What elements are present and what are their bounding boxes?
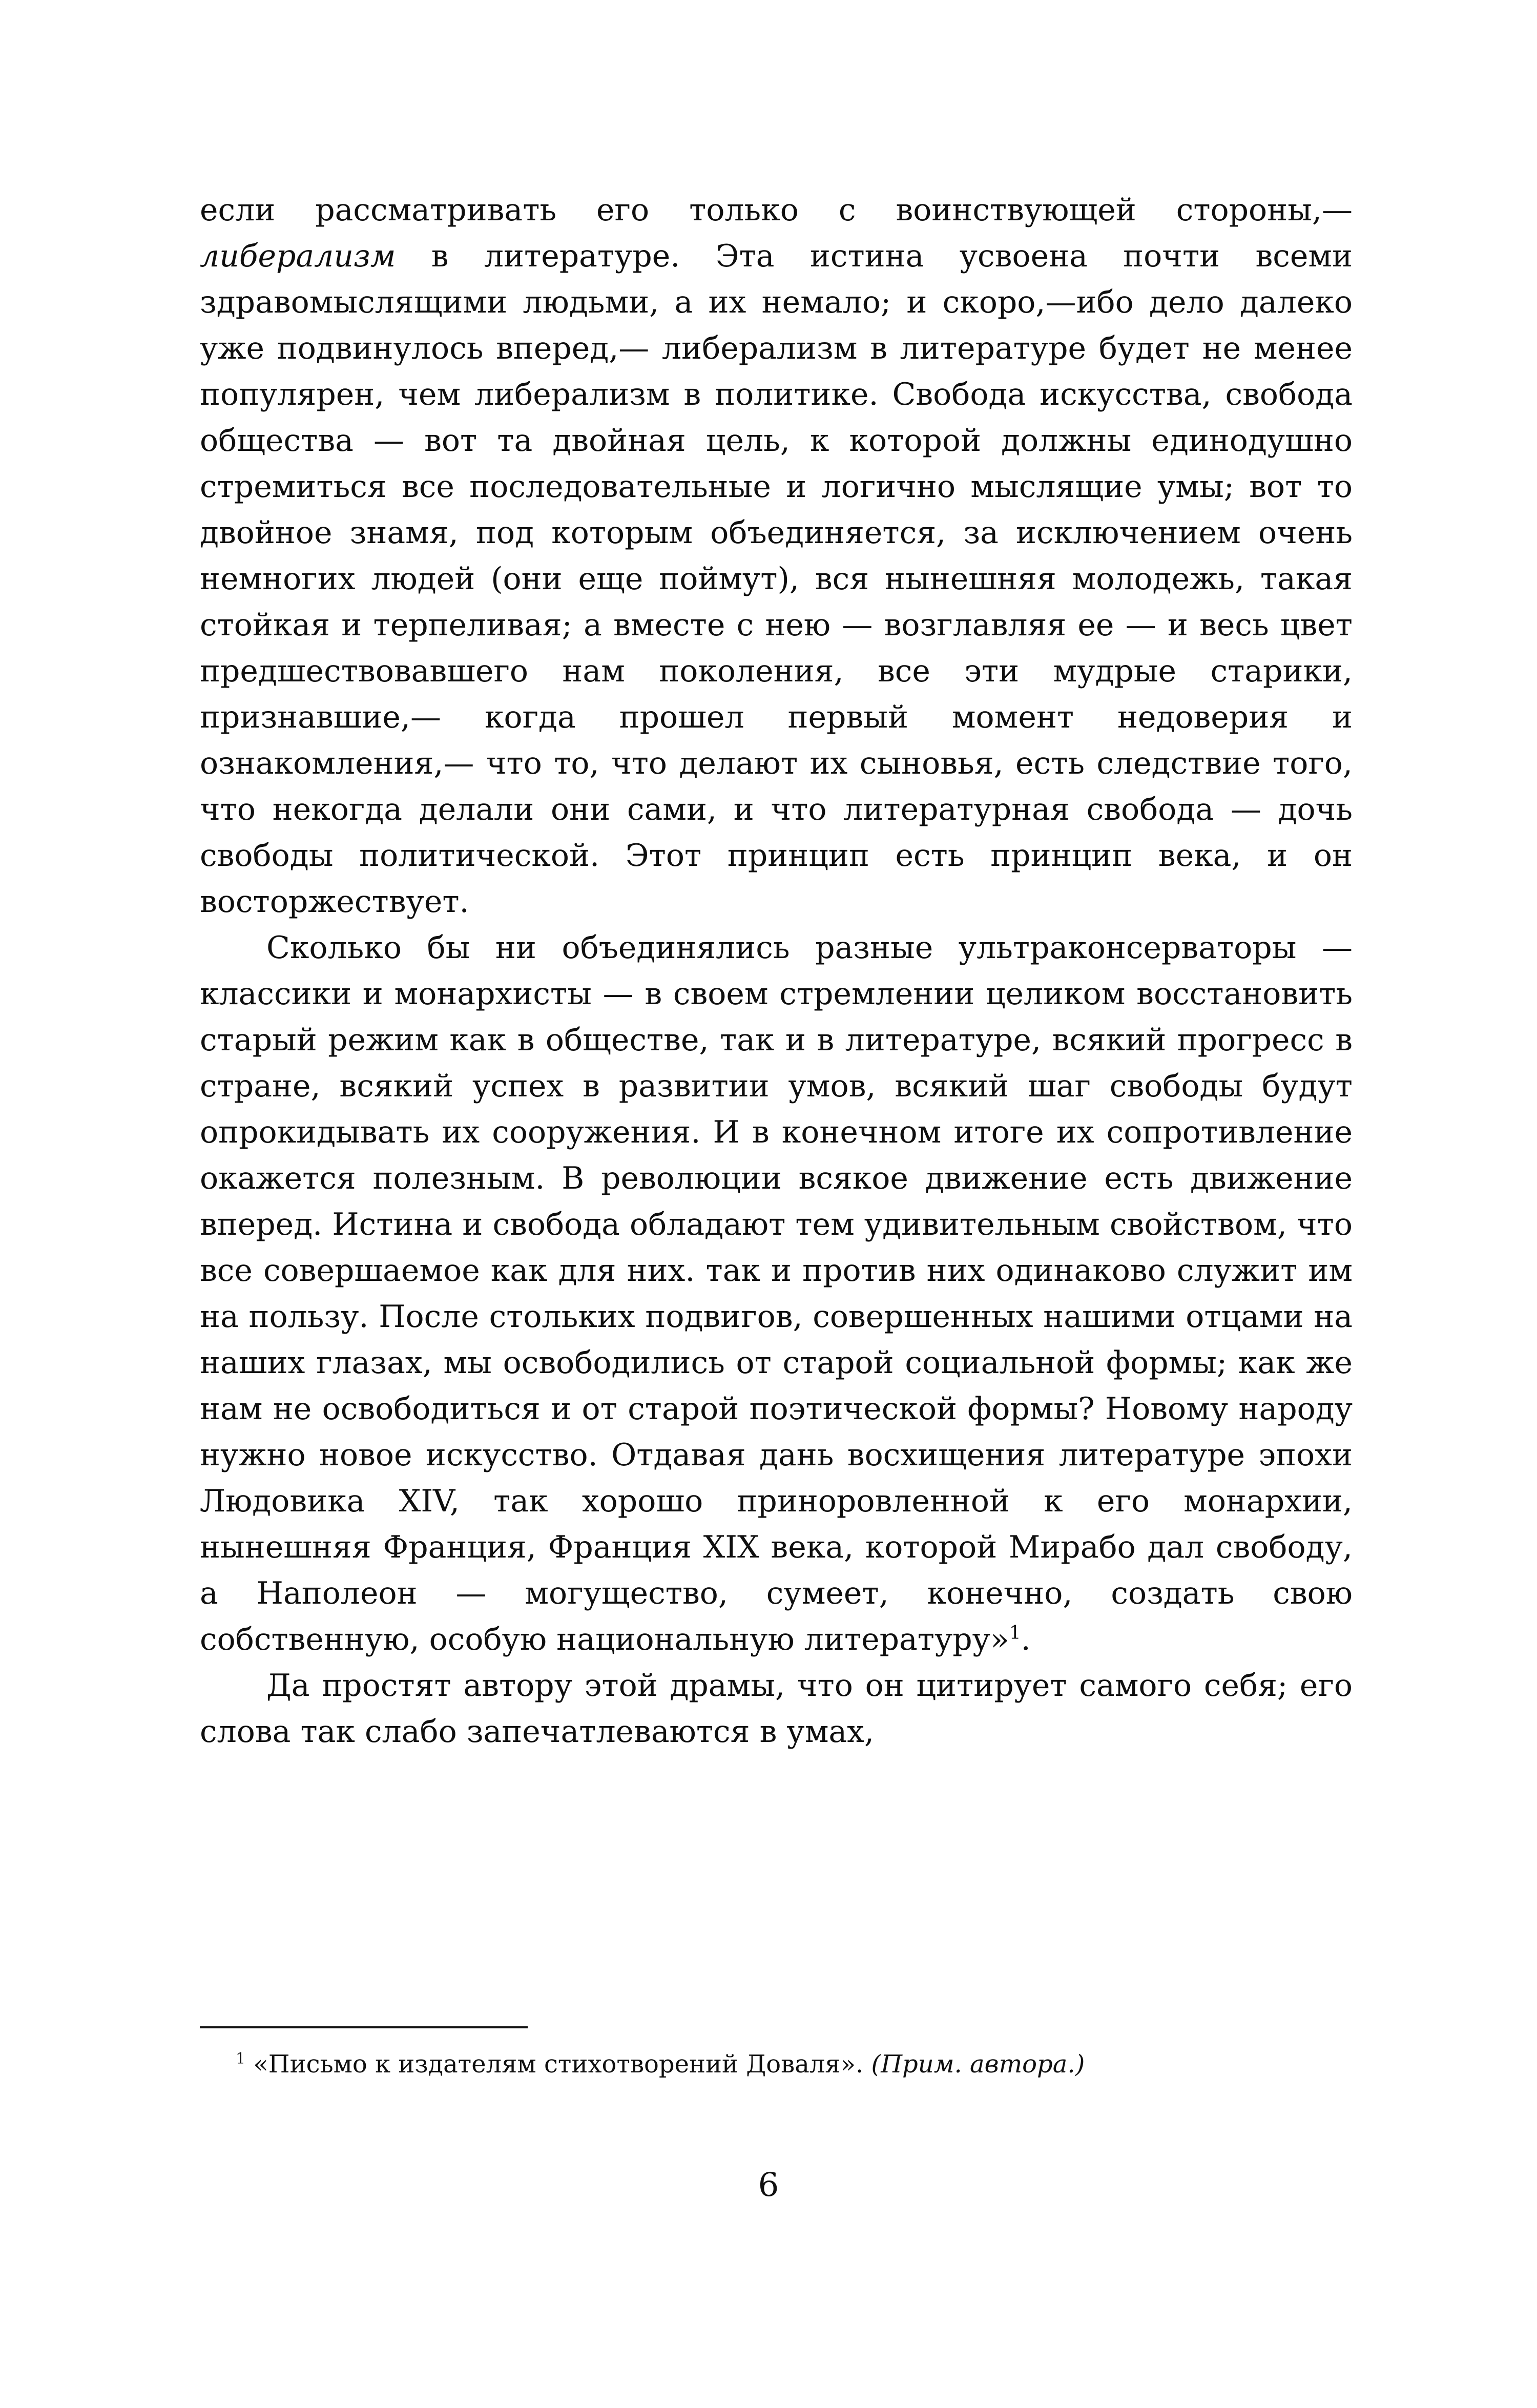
footnote-text: «Письмо к издателям стихотворений Доваля». <box>245 2050 871 2079</box>
paragraph-1 <box>200 187 1353 925</box>
paragraph-1-before: если рассматривать его только с воинствующей стороны,— <box>200 192 1353 228</box>
paragraph-3-text: Да простят автору этой драмы, что он цитирует самого себя; его слова так слабо запечатлеваются в умах, <box>200 1668 1353 1750</box>
main-text <box>200 187 1353 1755</box>
paragraph-2 <box>200 925 1353 1663</box>
page-number: 6 <box>758 2166 779 2204</box>
emphasis-liberalism: либерализм <box>200 238 396 274</box>
paragraph-1-after: в литературе. Эта истина усвоена почти всеми здравомыслящими людьми, а их немало; и скоро,—ибо дело далеко уже подвинулось вперед,— либерализм в литературе будет не менее популярен, чем либерализм в политике. Свобода искусства, свобода общества — вот та двойная цель, к которой должны единодушно стремиться все последовательные и логично мыслящие умы; вот то двойное знамя, под которым объединяется, за исключением очень немногих людей (они еще поймут), вся нынешняя молодежь, такая стойкая и терпеливая; а вместе с нею — возглавляя ее — и весь цвет предшествовавшего нам поколения, все эти мудрые старики, признавшие,— когда прошел первый момент недоверия и ознакомления,— что то, что делают их сыновья, есть следствие того, что некогда делали они сами, и что литературная свобода — дочь свободы политической. Этот принцип есть принцип века, и он восторжествует. <box>200 238 1353 920</box>
paragraph-2-text: Сколько бы ни объединялись разные ультраконсерваторы — классики и монархисты — в своем стремлении целиком восстановить старый режим как в обществе, так и в литературе, всякий прогресс в стране, всякий успех в развитии умов, всякий шаг свободы будут опрокидывать их сооружения. И в конечном итоге их сопротивление окажется полезным. В революции всякое движение есть движение вперед. Истина и свобода обладают тем удивительным свойством, что все совершаемое как для них. так и против них одинаково служит им на пользу. После стольких подвигов, совершенных нашими отцами на наших глазах, мы освободились от старой социальной формы; как же нам не освободиться и от старой поэтической формы? Новому народу нужно новое искусство. Отдавая дань восхищения литературе эпохи Людовика XIV, так хорошо приноровленной к его монархии, нынешняя Франция, Франция XIX века, которой Мирабо дал свободу, а Наполеон — могущество, сумеет, конечно, создать свою собственную, особую национальную литературу» <box>200 930 1353 1657</box>
footnote <box>200 2042 1353 2082</box>
footnote-reference: 1 <box>1009 1623 1021 1644</box>
paragraph-2-end: . <box>1021 1622 1031 1657</box>
footnote-note: (Прим. автора.) <box>871 2050 1085 2079</box>
paragraph-3 <box>200 1663 1353 1755</box>
footnote-marker: 1 <box>236 2050 246 2068</box>
footnote-divider <box>200 2026 528 2028</box>
